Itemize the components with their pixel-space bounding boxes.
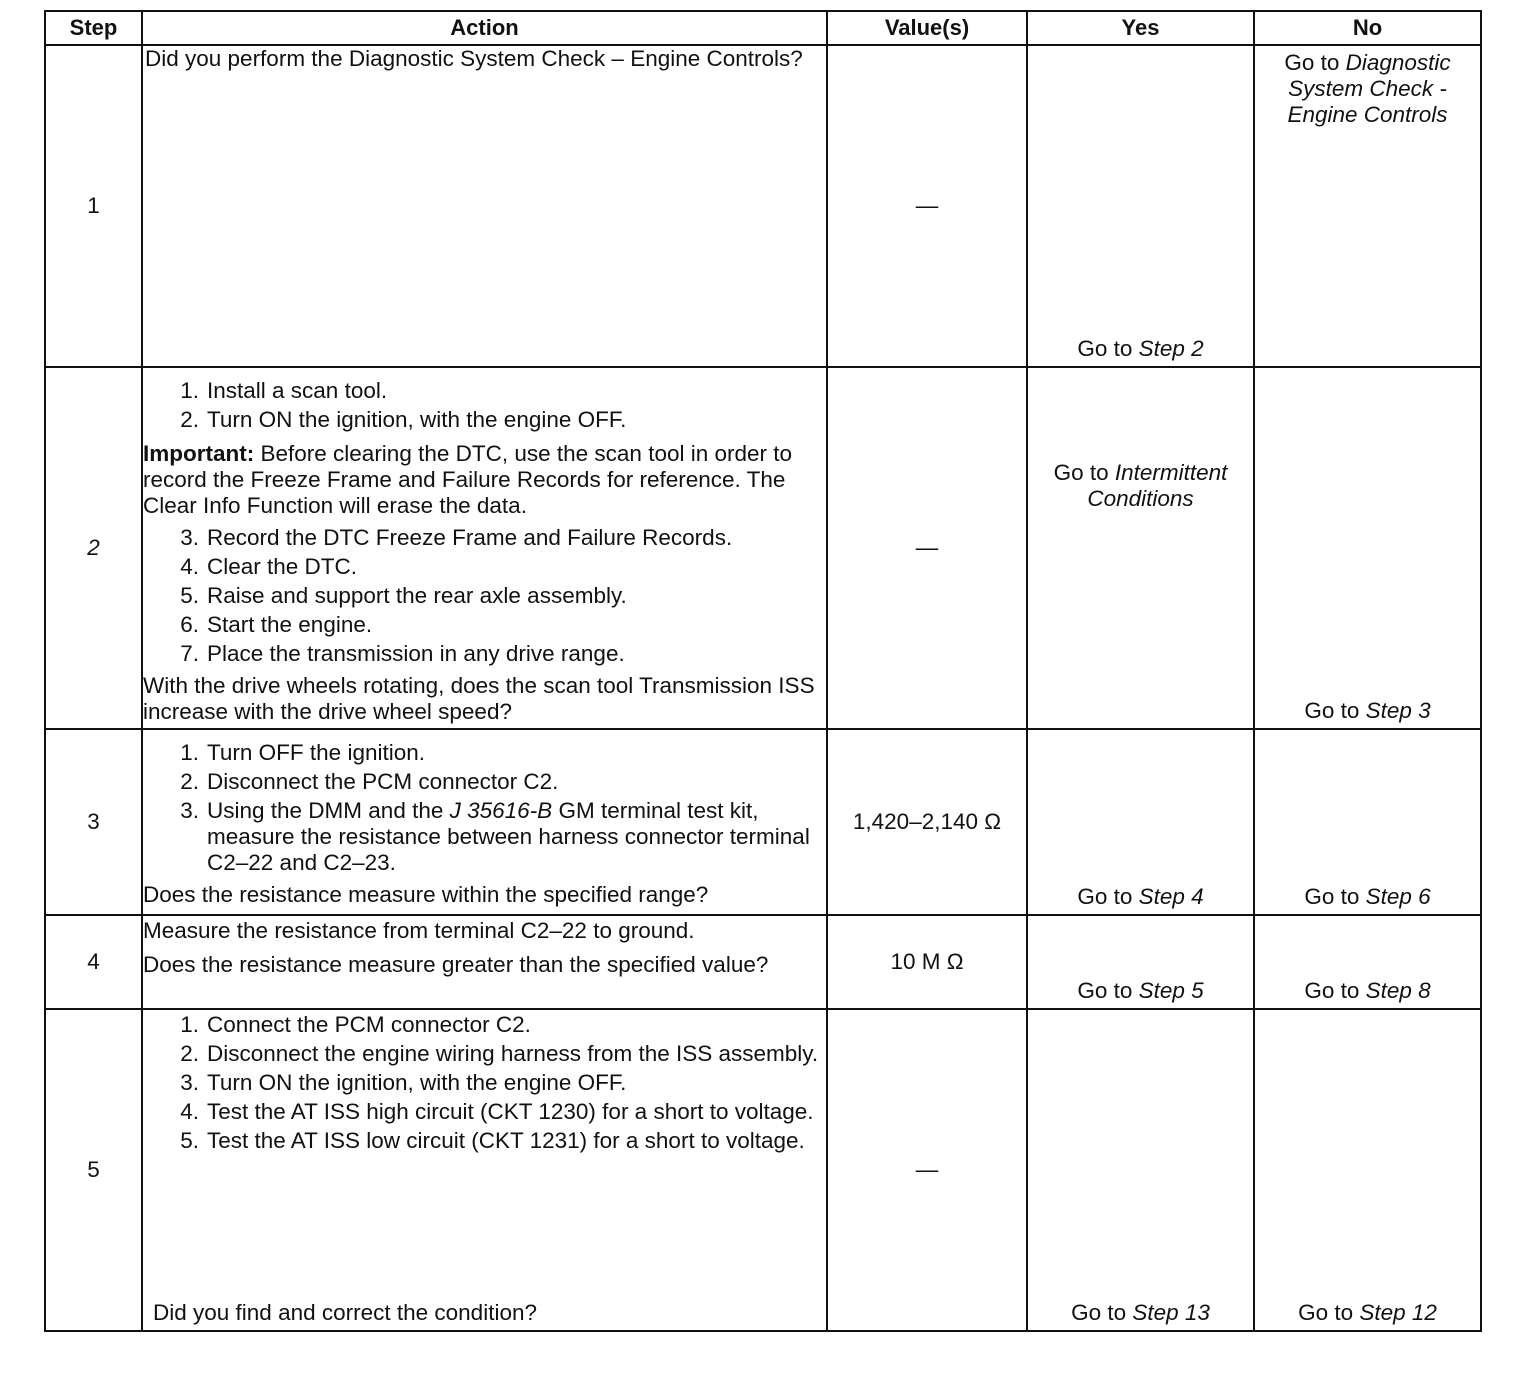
yes-target[interactable]: Step 5: [1138, 978, 1204, 1003]
no-link[interactable]: [1255, 50, 1480, 128]
action-cell: [142, 729, 827, 915]
no-target[interactable]: Diagnostic System Check - Engine Controls: [1287, 50, 1451, 127]
yes-prefix: Go to: [1053, 460, 1115, 485]
item-text-post: GM terminal test kit, measure the resistance between harness connector terminal C2–22 and C2–23.: [207, 798, 810, 875]
tool-name: J 35616-B: [449, 798, 553, 823]
no-cell: [1254, 1009, 1481, 1331]
step-number: 5: [45, 1009, 142, 1331]
table-row: [45, 1009, 1481, 1331]
header-action: Action: [142, 11, 827, 45]
item-text: Raise and support the rear axle assembly.: [207, 583, 627, 608]
list-item: [143, 378, 826, 404]
header-yes: Yes: [1027, 11, 1254, 45]
yes-cell: [1027, 729, 1254, 915]
item-text: Install a scan tool.: [207, 378, 388, 403]
no-cell: [1254, 367, 1481, 729]
item-number: 6.: [180, 612, 199, 637]
item-text: Test the AT ISS low circuit (CKT 1231) for a short to voltage.: [207, 1128, 805, 1153]
no-cell: [1254, 915, 1481, 1009]
value-cell: —: [827, 1009, 1027, 1331]
item-text: Turn ON the ignition, with the engine OFF.: [207, 407, 627, 432]
yes-cell: [1027, 1009, 1254, 1331]
list-item: [143, 1128, 826, 1154]
action-list: [143, 1012, 826, 1154]
no-prefix: Go to: [1304, 978, 1366, 1003]
no-cell: [1254, 45, 1481, 367]
yes-prefix: Go to: [1077, 884, 1139, 909]
action-list: [143, 525, 826, 667]
item-number: 5.: [180, 1128, 199, 1153]
action-question: Does the resistance measure within the specified range?: [143, 882, 709, 907]
item-text: Place the transmission in any drive range.: [207, 641, 625, 666]
action-question: Did you find and correct the condition?: [153, 1300, 537, 1325]
item-number: 3.: [180, 798, 199, 823]
yes-prefix: Go to: [1071, 1300, 1133, 1325]
item-text-pre: Using the DMM and the: [207, 798, 450, 823]
action-cell: [142, 367, 827, 729]
list-item: [143, 740, 826, 766]
item-number: 1.: [180, 1012, 199, 1037]
table-row: [45, 367, 1481, 729]
item-number: 4.: [180, 1099, 199, 1124]
step-number: 1: [45, 45, 142, 367]
table-row: [45, 915, 1481, 1009]
item-text: Disconnect the engine wiring harness from the ISS assembly.: [207, 1041, 819, 1066]
yes-cell: [1027, 45, 1254, 367]
no-link[interactable]: [1255, 978, 1480, 1004]
yes-target[interactable]: Step 2: [1138, 336, 1204, 361]
yes-link[interactable]: [1028, 336, 1253, 362]
no-target[interactable]: Step 6: [1365, 884, 1431, 909]
action-cell: [142, 915, 827, 1009]
item-text: Test the AT ISS high circuit (CKT 1230) for a short to voltage.: [207, 1099, 814, 1124]
table-row: [45, 729, 1481, 915]
item-text: Turn ON the ignition, with the engine OFF.: [207, 1070, 627, 1095]
item-number: 7.: [180, 641, 199, 666]
important-text: Before clearing the DTC, use the scan tool in order to record the Freeze Frame and Failure Records for reference. The Clear Info Function will erase the data.: [143, 441, 793, 518]
item-number: 1.: [180, 740, 199, 765]
item-number: 3.: [180, 525, 199, 550]
item-number: 4.: [180, 554, 199, 579]
list-item: [143, 641, 826, 667]
important-note: [143, 441, 826, 519]
item-number: 2.: [180, 1041, 199, 1066]
list-item: [143, 525, 826, 551]
no-target[interactable]: Step 3: [1365, 698, 1431, 723]
step-number: 4: [45, 915, 142, 1009]
item-text: Turn OFF the ignition.: [207, 740, 426, 765]
action-cell: [142, 45, 827, 367]
value-cell: —: [827, 367, 1027, 729]
no-link[interactable]: [1255, 1300, 1480, 1326]
value-cell: 1,420–2,140 Ω: [827, 729, 1027, 915]
yes-target[interactable]: Step 4: [1138, 884, 1204, 909]
yes-link[interactable]: [1028, 884, 1253, 910]
no-prefix: Go to: [1298, 1300, 1360, 1325]
list-item: [143, 798, 826, 876]
value-cell: 10 M Ω: [827, 915, 1027, 1009]
yes-link[interactable]: [1028, 460, 1253, 512]
yes-link[interactable]: [1028, 978, 1253, 1004]
no-target[interactable]: Step 8: [1365, 978, 1431, 1003]
list-item: [143, 1099, 826, 1125]
yes-target[interactable]: Intermittent Conditions: [1087, 460, 1228, 511]
table-row: [45, 45, 1481, 367]
action-question: Does the resistance measure greater than the specified value?: [143, 952, 769, 977]
yes-prefix: Go to: [1077, 336, 1139, 361]
header-no: No: [1254, 11, 1481, 45]
action-cell: [142, 1009, 827, 1331]
header-values: Value(s): [827, 11, 1027, 45]
item-text: Connect the PCM connector C2.: [207, 1012, 531, 1037]
list-item: [143, 583, 826, 609]
no-target[interactable]: Step 12: [1359, 1300, 1437, 1325]
action-text: Measure the resistance from terminal C2–22 to ground.: [143, 918, 695, 943]
no-link[interactable]: [1255, 884, 1480, 910]
list-item: [143, 1012, 826, 1038]
action-list: [143, 378, 826, 433]
step-number: [45, 367, 142, 729]
yes-link[interactable]: [1028, 1300, 1253, 1326]
item-number: 2.: [180, 407, 199, 432]
item-number: 5.: [180, 583, 199, 608]
list-item: [143, 1041, 826, 1067]
item-text: Clear the DTC.: [207, 554, 358, 579]
list-item: [143, 1070, 826, 1096]
no-cell: [1254, 729, 1481, 915]
item-number: 3.: [180, 1070, 199, 1095]
header-step: Step: [45, 11, 142, 45]
item-text: Disconnect the PCM connector C2.: [207, 769, 559, 794]
yes-cell: [1027, 367, 1254, 729]
item-number: 1.: [180, 378, 199, 403]
list-item: [143, 769, 826, 795]
list-item: [143, 554, 826, 580]
header-row: [45, 11, 1481, 45]
yes-cell: [1027, 915, 1254, 1009]
action-question: With the drive wheels rotating, does the scan tool Transmission ISS increase with the drive wheel speed?: [143, 673, 815, 724]
item-text: Record the DTC Freeze Frame and Failure Records.: [207, 525, 733, 550]
item-text: [207, 798, 826, 876]
diagnostic-table: [44, 10, 1482, 1332]
item-number: 2.: [180, 769, 199, 794]
no-prefix: Go to: [1304, 884, 1366, 909]
list-item: [143, 407, 826, 433]
no-link[interactable]: [1255, 698, 1480, 724]
important-label: Important:: [143, 441, 255, 466]
action-text: Did you perform the Diagnostic System Check – Engine Controls?: [145, 46, 803, 71]
step-number: 3: [45, 729, 142, 915]
value-cell: —: [827, 45, 1027, 367]
no-prefix: Go to: [1284, 50, 1346, 75]
yes-target[interactable]: Step 13: [1132, 1300, 1210, 1325]
yes-prefix: Go to: [1077, 978, 1139, 1003]
action-list: [143, 740, 826, 876]
step-number-text: 2: [87, 535, 100, 560]
item-text: Start the engine.: [207, 612, 373, 637]
no-prefix: Go to: [1304, 698, 1366, 723]
list-item: [143, 612, 826, 638]
